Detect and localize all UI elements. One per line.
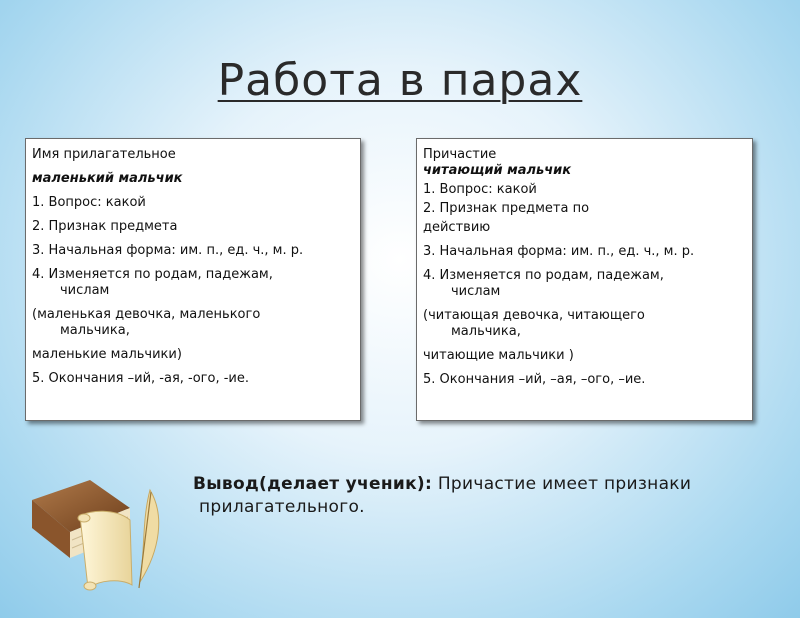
adjective-point-4-cont: числам: [60, 283, 110, 298]
participle-point-5: 5. Окончания –ий, –ая, –ого, –ие.: [423, 372, 646, 387]
adjective-example-list: (маленькая девочка, маленького: [32, 307, 261, 322]
adjective-point-2: 2. Признак предмета: [32, 219, 178, 234]
participle-point-3: 3. Начальная форма: им. п., ед. ч., м. р.: [423, 244, 695, 259]
adjective-header: Имя прилагательное: [32, 147, 176, 162]
participle-point-4-cont: числам: [451, 284, 501, 299]
adjective-card: [25, 138, 361, 421]
participle-example-list-cont: мальчика,: [451, 324, 521, 339]
participle-example-list-end: читающие мальчики ): [423, 348, 574, 363]
conclusion-text: Причастие имеет признаки: [437, 474, 692, 494]
participle-point-4: 4. Изменяется по родам, падежам,: [423, 268, 664, 283]
participle-point-2: 2. Признак предмета по: [423, 201, 590, 216]
participle-header: Причастие: [423, 147, 497, 162]
conclusion: [193, 473, 783, 519]
participle-point-1: 1. Вопрос: какой: [423, 182, 537, 197]
adjective-point-3: 3. Начальная форма: им. п., ед. ч., м. р.: [32, 243, 304, 258]
adjective-example: маленький мальчик: [32, 171, 183, 186]
adjective-point-1: 1. Вопрос: какой: [32, 195, 146, 210]
participle-point-2-cont: действию: [423, 220, 491, 235]
adjective-example-list-end: маленькие мальчики): [32, 347, 182, 362]
adjective-point-5: 5. Окончания –ий, -ая, -ого, -ие.: [32, 371, 249, 386]
book-quill-icon: [20, 470, 175, 595]
participle-example-list: (читающая девочка, читающего: [423, 308, 645, 323]
adjective-example-list-cont: мальчика,: [60, 323, 130, 338]
participle-card: [416, 138, 753, 421]
conclusion-label: Вывод(делает ученик):: [193, 474, 433, 494]
adjective-point-4: 4. Изменяется по родам, падежам,: [32, 267, 273, 282]
participle-example: читающий мальчик: [423, 163, 572, 178]
conclusion-text-cont: прилагательного.: [199, 497, 365, 517]
slide-title: Работа в парах: [217, 55, 583, 106]
